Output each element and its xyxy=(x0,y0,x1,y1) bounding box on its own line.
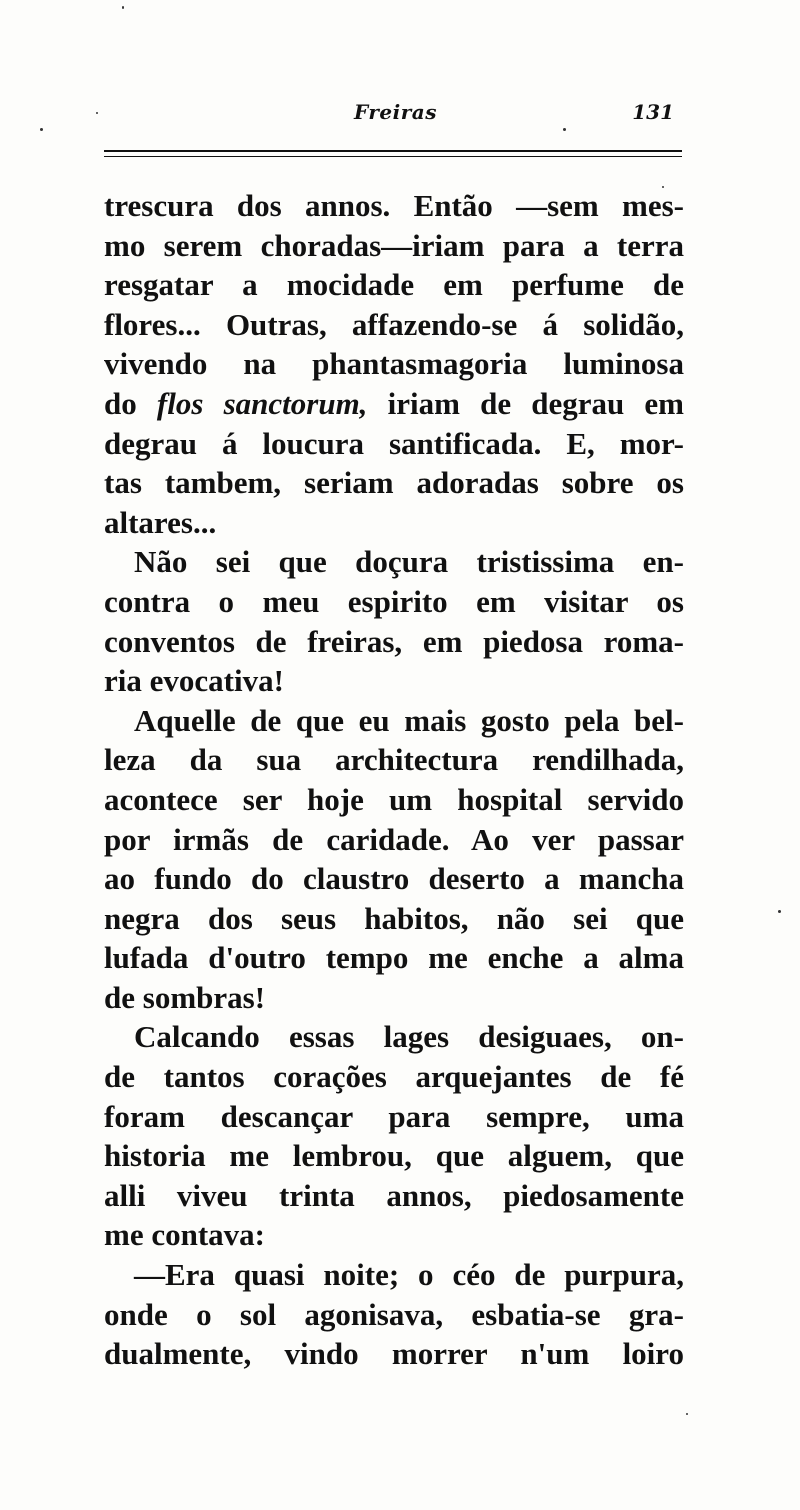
text-line: me contava: xyxy=(104,1217,265,1253)
text-line: tas tambem, seriam adoradas sobre os xyxy=(104,465,684,501)
scan-speck xyxy=(686,1413,688,1415)
text-segment: do xyxy=(104,385,157,421)
text-line: acontece ser hoje um hospital servido xyxy=(104,781,684,817)
text-line: conventos de freiras, em piedosa roma- xyxy=(104,623,684,659)
text-line xyxy=(104,384,684,424)
text-line: alli viveu trinta annos, piedosamente xyxy=(104,1177,684,1213)
scan-speck xyxy=(96,112,98,114)
scan-speck xyxy=(662,186,664,188)
text-line: altares... xyxy=(104,504,217,540)
text-line: onde o sol agonisava, esbatia-se gra- xyxy=(104,1296,684,1332)
text-line: por irmãs de caridade. Ao ver passar xyxy=(104,821,684,857)
text-line: trescura dos annos. Então —sem mes- xyxy=(104,188,684,223)
text-line: resgatar a mocidade em perfume de xyxy=(104,267,684,303)
text-line: —Era quasi noite; o céo de purpura, xyxy=(134,1257,684,1293)
running-title: Freiras xyxy=(354,100,437,124)
header-rule-top xyxy=(104,150,682,152)
text-line: dualmente, vindo morrer n'um loiro xyxy=(104,1336,684,1372)
latin-phrase: flos sanctorum, xyxy=(156,385,368,421)
text-line: historia me lembrou, que alguem, que xyxy=(104,1138,684,1174)
text-line: foram descançar para sempre, uma xyxy=(104,1098,684,1134)
page-header xyxy=(104,100,682,134)
text-line: Não sei que doçura tristissima en- xyxy=(134,544,684,580)
body-text xyxy=(104,186,684,1374)
text-line: negra dos seus habitos, não sei que xyxy=(104,900,684,936)
text-line: flores... Outras, affazendo-se á solidão, xyxy=(104,306,684,342)
scan-speck xyxy=(40,128,43,131)
text-line: Aquelle de que eu mais gosto pela bel- xyxy=(134,702,684,738)
text-line: vivendo na phantasmagoria luminosa xyxy=(104,346,684,382)
text-line: lufada d'outro tempo me enche a alma xyxy=(104,940,684,976)
text-line: degrau á loucura santificada. E, mor- xyxy=(104,425,684,461)
text-line: mo serem choradas—iriam para a terra xyxy=(104,227,684,263)
page-number: 131 xyxy=(632,100,674,124)
text-line: contra o meu espirito em visitar os xyxy=(104,583,684,619)
scan-speck xyxy=(778,910,781,913)
text-line: de sombras! xyxy=(104,979,266,1015)
scan-speck xyxy=(563,128,566,131)
text-line: ria evocativa! xyxy=(104,663,284,699)
text-line: de tantos corações arquejantes de fé xyxy=(104,1059,684,1095)
text-line: leza da sua architectura rendilhada, xyxy=(104,742,684,778)
text-line: ao fundo do claustro deserto a mancha xyxy=(104,861,684,897)
text-segment: iriam de degrau em xyxy=(367,385,684,421)
text-line: Calcando essas lages desiguaes, on- xyxy=(134,1019,684,1055)
header-rule-bottom xyxy=(104,156,682,157)
scan-speck xyxy=(122,6,124,9)
